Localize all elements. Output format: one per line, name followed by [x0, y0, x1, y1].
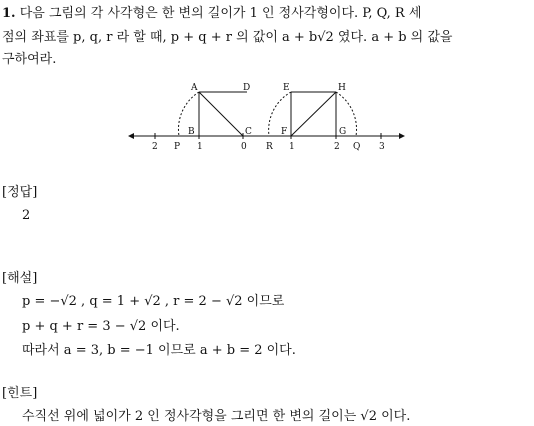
hint-line-1: 수직선 위에 넓이가 2 인 정사각형을 그리면 한 변의 길이는 √2 이다. [22, 409, 411, 424]
axis-label-Q: Q [353, 142, 361, 152]
arc-R [269, 92, 291, 136]
axis-label-R: R [266, 142, 273, 152]
label-A: A [191, 83, 198, 93]
problem-number: 1. [2, 6, 16, 21]
problem-text-line-1: 다음 그림의 각 사각형은 한 변의 길이가 1 인 정사각형이다. P, Q, R 세 [19, 6, 422, 21]
axis-label-P: P [174, 142, 181, 152]
label-E: E [283, 83, 290, 93]
label-D: D [243, 83, 251, 93]
axis-label: 2 [334, 142, 340, 152]
solution-line-1: p = −√2 , q = 1 + √2 , r = 2 − √2 이므로 [22, 294, 285, 309]
problem-text-line-3: 구하여라. [2, 52, 57, 67]
solution-heading: [해설] [2, 271, 38, 286]
answer-value: 2 [22, 208, 31, 223]
axis-label: 1 [197, 142, 203, 152]
label-C: C [245, 127, 252, 137]
axis-label: 0 [241, 142, 247, 152]
label-F: F [281, 127, 288, 137]
problem-text-line-2: 점의 좌표를 p, q, r 라 할 때, p + q + r 의 값이 a + b√2 였다. a + b 의 값을 [2, 30, 453, 45]
label-H: H [338, 83, 346, 93]
solution-line-2: p + q + r = 3 − √2 이다. [22, 319, 180, 334]
arrow-right-icon [399, 133, 405, 139]
axis-label: 2 [152, 142, 158, 152]
axis-label: 1 [289, 142, 295, 152]
label-G: G [339, 127, 347, 137]
arrow-left-icon [128, 133, 134, 139]
solution-line-3: 따라서 a = 3, b = −1 이므로 a + b = 2 이다. [22, 343, 296, 358]
number-line-figure [125, 78, 410, 156]
axis-label: 3 [379, 142, 385, 152]
hint-heading: [힌트] [2, 386, 38, 401]
diagonal-AC [199, 92, 243, 136]
problem-line-1 [2, 2, 421, 21]
label-B: B [188, 127, 195, 137]
diagonal-FH [291, 92, 336, 136]
answer-heading: [정답] [2, 185, 38, 200]
